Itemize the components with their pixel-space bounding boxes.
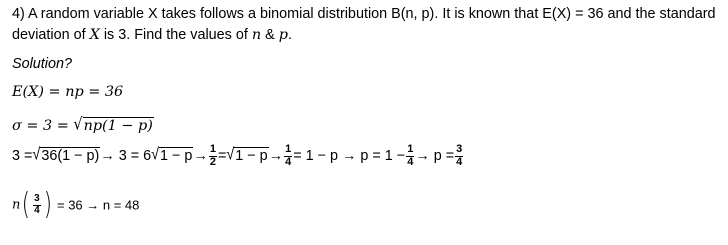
eq2-radicand: np(1 − p) bbox=[83, 118, 153, 134]
sqrt-np: √np(1 − p) bbox=[73, 115, 153, 135]
equation-sigma bbox=[12, 117, 154, 134]
eq4-n: n bbox=[12, 197, 21, 213]
eq1-lhs: E(X) bbox=[12, 84, 44, 100]
frac2-num: 1 bbox=[285, 143, 292, 155]
eq4-text: = 36 → n = 48 bbox=[53, 197, 140, 213]
fraction-one-half bbox=[209, 144, 217, 168]
var-p: p bbox=[278, 27, 288, 43]
problem-amp: & bbox=[261, 27, 279, 43]
fraction-one-quarter-a bbox=[284, 144, 292, 168]
eq1-text: = np = 36 bbox=[43, 84, 124, 100]
eq3-b-rad: 1 − p bbox=[160, 148, 193, 165]
frac3-num: 1 bbox=[407, 143, 414, 155]
fraction-three-quarters bbox=[455, 144, 463, 168]
fraction-one-quarter-b bbox=[406, 144, 414, 168]
problem-line-2 bbox=[12, 28, 292, 42]
frac4-num: 3 bbox=[456, 143, 463, 155]
equation-expectation bbox=[12, 85, 123, 99]
paren-fraction: ( $\frac{3}{4}$ ) bbox=[22, 187, 52, 222]
equation-solve-n bbox=[12, 187, 140, 222]
var-x: X bbox=[89, 27, 100, 43]
sqrt-1-p-a: √1 − p bbox=[151, 146, 193, 165]
frac4-den: 4 bbox=[456, 155, 463, 168]
eq3-a: 3 = bbox=[12, 147, 33, 164]
eq3-d-rad: 1 − p bbox=[235, 148, 268, 165]
fraction-three-quarters-paren bbox=[33, 194, 41, 216]
problem-text-2b: is 3. Find the values of bbox=[99, 27, 252, 43]
sqrt-36: √36(1 − p) bbox=[32, 146, 100, 165]
eq3-h: → p = bbox=[415, 147, 455, 164]
sqrt-1-p-b: √1 − p bbox=[226, 146, 268, 165]
frac2-den: 4 bbox=[285, 155, 292, 168]
equation-chain bbox=[12, 144, 464, 168]
solution-label: Solution? bbox=[12, 56, 73, 72]
eq3-b: → 3 = 6 bbox=[100, 147, 152, 164]
eq3-a-rad: 36(1 − p) bbox=[41, 148, 100, 165]
frac5-den: 4 bbox=[34, 204, 40, 216]
eq3-c: → bbox=[193, 147, 208, 164]
frac1-num: 1 bbox=[209, 143, 216, 155]
eq3-e: → bbox=[268, 147, 284, 164]
frac3-den: 4 bbox=[407, 155, 414, 168]
problem-period: . bbox=[287, 27, 292, 43]
eq3-g: = 1 − p → p = 1 − bbox=[293, 147, 406, 164]
frac5-num: 3 bbox=[34, 193, 40, 204]
problem-text-2a: deviation of bbox=[12, 27, 90, 43]
eq2-lhs: σ = 3 = bbox=[12, 118, 74, 134]
frac1-den: 2 bbox=[209, 155, 216, 168]
problem-text-1: 4) A random variable X takes follows a binomial distribution B(n, p). It is known that E(X) = 36 and the standard bbox=[12, 6, 716, 22]
problem-line-1 bbox=[12, 7, 716, 21]
var-n: n bbox=[251, 27, 262, 43]
eq3-d: = bbox=[217, 147, 227, 164]
